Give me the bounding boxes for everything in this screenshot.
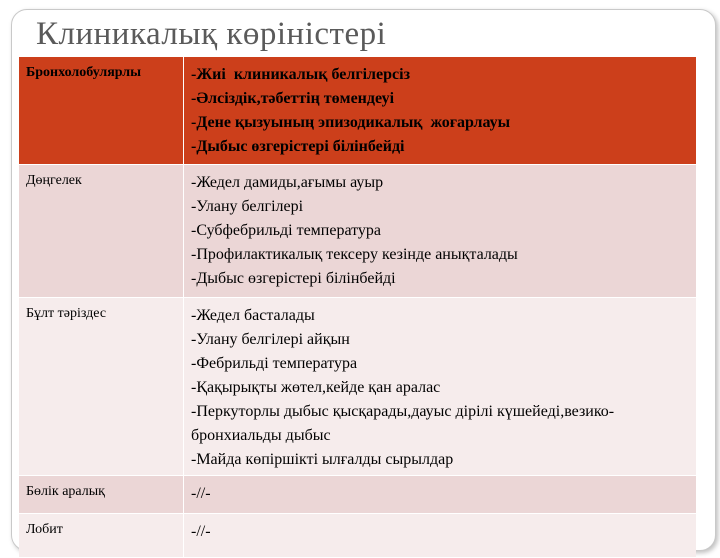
table-row bbox=[19, 476, 696, 514]
row-term: Бөлік аралық bbox=[19, 476, 184, 514]
clinical-table bbox=[19, 57, 696, 558]
row-term: Дөңгелек bbox=[19, 165, 184, 298]
description-line: -Қақырықты жөтел,кейде қан аралас bbox=[191, 379, 441, 396]
description-line: -Дене қызуының эпизодикалық жоғарлауы bbox=[191, 114, 511, 131]
description-line: -//- bbox=[191, 485, 211, 502]
description-line: -//- bbox=[191, 523, 211, 540]
description-line: -Жедел дамиды,ағымы ауыр bbox=[191, 174, 384, 191]
slide-title: Клиникалық көріністері bbox=[36, 16, 387, 52]
description-line: -Жедел басталады bbox=[191, 307, 315, 324]
row-term: Бұлт тәріздес bbox=[19, 298, 184, 476]
row-description bbox=[184, 165, 697, 298]
description-line: -Әлсіздік,тәбеттің төмендеуі bbox=[191, 90, 395, 107]
description-line: -Жиі клиникалық белгілерсіз bbox=[191, 66, 410, 83]
row-term: Лобит bbox=[19, 514, 184, 558]
description-line: -Профилактикалық тексеру кезінде анықталады bbox=[191, 246, 518, 263]
description-line: -Дыбыс өзгерістері білінбейді bbox=[191, 138, 405, 155]
row-description bbox=[184, 476, 697, 514]
description-line: -Улану белгілері айқын bbox=[191, 331, 350, 348]
row-term: Бронхолобулярлы bbox=[19, 57, 184, 165]
table-row bbox=[19, 165, 696, 298]
description-line: -Субфебрильді температура bbox=[191, 222, 382, 239]
table-row bbox=[19, 514, 696, 558]
description-line: -Перкуторлы дыбыс қысқарады,дауыс дірілі күшейеді,везико-бронхиальды дыбыс bbox=[191, 403, 615, 444]
description-line: -Фебрильді температура bbox=[191, 355, 358, 372]
description-line: -Майда көпіршікті ылғалды сырылдар bbox=[191, 451, 454, 468]
row-description bbox=[184, 298, 697, 476]
row-description bbox=[184, 57, 697, 165]
description-line: -Улану белгілері bbox=[191, 198, 304, 215]
row-description bbox=[184, 514, 697, 558]
description-line: -Дыбыс өзгерістері білінбейді bbox=[191, 270, 396, 287]
table-row bbox=[19, 298, 696, 476]
table-row bbox=[19, 57, 696, 165]
